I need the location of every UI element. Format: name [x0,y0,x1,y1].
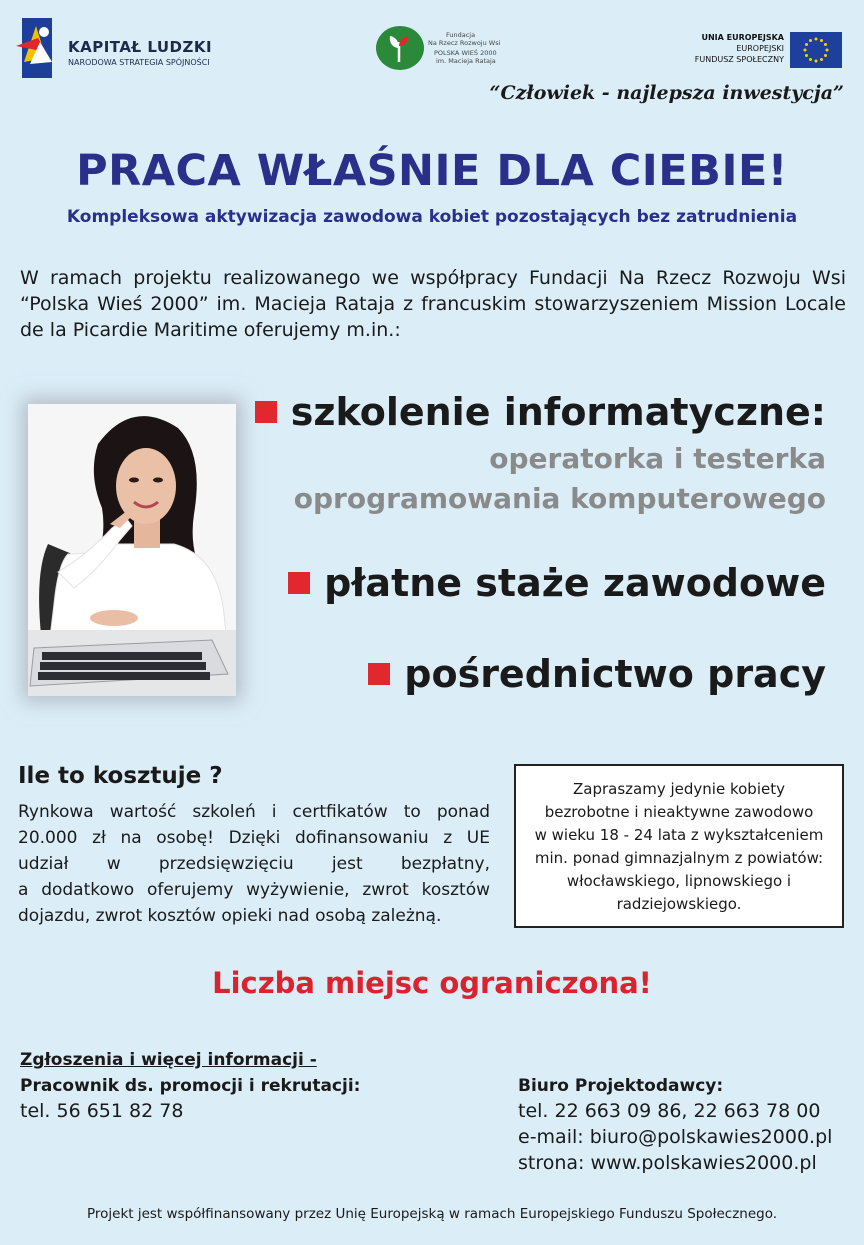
motto: “Człowiek - najlepsza inwestycja” [489,82,844,104]
woman-pointing-illustration [28,404,236,696]
offer-internships [288,561,826,605]
sprout-icon [388,34,410,62]
offer-it-training-label: szkolenie informatyczne: [290,390,826,434]
cost-line-5: dojazdu, zwrot kosztów opieki nad osobą zależną. [18,906,442,926]
cost-line-1: Rynkowa wartość szkoleń i certfikatów to ponad [18,802,490,822]
eligibility-line-3: w wieku 18 - 24 lata z wykształceniem [534,826,824,844]
eligibility-line-6: radziejowskiego. [616,895,742,913]
offer-it-training [255,390,826,434]
fundacja-line3: POLSKA WIEŚ 2000 [434,49,497,57]
cost-line-2: 20.000 zł na osobę! Dzięki dofinansowaniu z UE [18,828,490,848]
offer-it-training-sub2: oprogramowania komputerowego [293,482,826,515]
office-email[interactable]: e-mail: biuro@polskawies2000.pl [518,1126,833,1148]
red-square-bullet-icon [288,572,310,594]
kapital-ludzki-tagline: NARODOWA STRATEGIA SPÓJNOŚCI [68,58,210,67]
red-square-bullet-icon [255,401,277,423]
fundacja-logo [376,26,506,72]
eligibility-line-5: włocławskiego, lipnowskiego i [566,872,792,890]
page-title: PRACA WŁAŚNIE DLA CIEBIE! [76,146,788,196]
eu-logo [640,30,844,70]
eu-flag-icon [790,32,842,68]
recruiter-phone: tel. 56 651 82 78 [20,1100,184,1122]
cost-heading: Ile to kosztuje ? [18,763,223,789]
intro-paragraph: W ramach projektu realizowanego we współpracy Fundacji Na Rzecz Rozwoju Wsi “Polska Wieś 2000” im. Macieja Rataja z francuskim stowarzyszeniem Mission Locale de la Picardie Maritime oferujemy m.in.: [20,267,846,341]
eligibility-line-1: Zapraszamy jedynie kobiety [573,780,785,798]
eu-line1: UNIA EUROPEJSKA [701,33,784,42]
fundacja-line1: Fundacja [446,31,476,39]
cost-line-3: udział w przedsięwzięciu jest bezpłatny, [18,854,490,874]
kapital-ludzki-emblem-icon [16,18,56,78]
eligibility-line-4: min. ponad gimnazjalnym z powiatów: [534,849,824,867]
office-label: Biuro Projektodawcy: [518,1076,724,1096]
red-square-bullet-icon [368,663,390,685]
offer-internships-label: płatne staże zawodowe [324,561,826,605]
eu-line3: FUNDUSZ SPOŁECZNY [694,55,784,64]
kapital-ludzki-logo [16,18,236,80]
offer-it-training-sub1: operatorka i testerka [489,442,826,475]
cost-paragraph [18,799,490,929]
eu-line2: EUROPEJSKI [736,44,784,53]
limited-places-notice: Liczba miejsc ograniczona! [212,966,652,1000]
contact-heading: Zgłoszenia i więcej informacji - [20,1050,317,1070]
eligibility-line-2: bezrobotne i nieaktywne zawodowo [544,803,814,821]
page-subtitle: Kompleksowa aktywizacja zawodowa kobiet pozostających bez zatrudnienia [66,207,798,227]
offer-job-placement-label: pośrednictwo pracy [404,652,826,696]
recruiter-label: Pracownik ds. promocji i rekrutacji: [20,1076,361,1096]
offer-job-placement [368,652,826,696]
woman-at-computer-photo [28,404,236,696]
kapital-ludzki-name: KAPITAŁ LUDZKI [68,38,213,56]
footer-cofinancing-note: Projekt jest współfinansowany przez Unię Europejską w ramach Europejskiego Funduszu Społecznego. [86,1206,778,1222]
office-phone: tel. 22 663 09 86, 22 663 78 00 [518,1100,821,1122]
fundacja-line2: Na Rzecz Rozwoju Wsi [428,39,501,47]
office-website[interactable]: strona: www.polskawies2000.pl [518,1152,817,1174]
eligibility-box [514,764,844,928]
fundacja-line4: im. Macieja Rataja [436,57,496,65]
cost-line-4: a dodatkowo oferujemy wyżywienie, zwrot kosztów [18,880,490,900]
